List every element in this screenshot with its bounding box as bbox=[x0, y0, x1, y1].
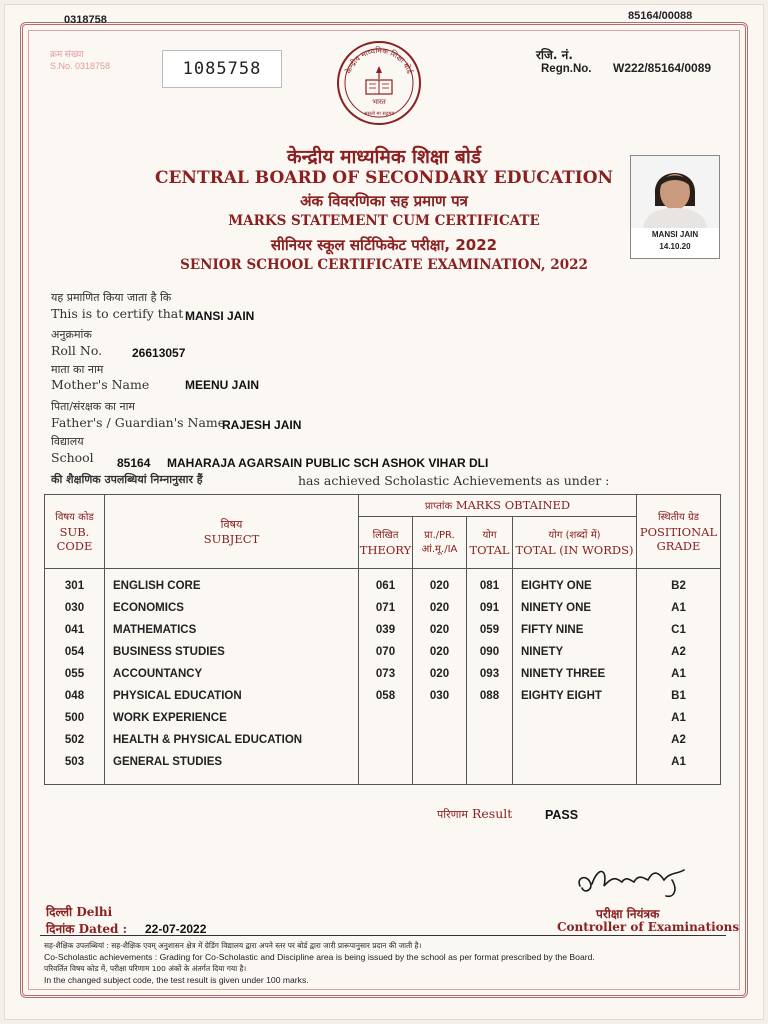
cell-subject: HEALTH & PHYSICAL EDUCATION bbox=[113, 734, 303, 746]
cell-code: 055 bbox=[64, 668, 85, 680]
controller-title-en: Controller of Examinations bbox=[557, 920, 740, 934]
cell-grade: A1 bbox=[671, 602, 686, 614]
cell-subject: ACCOUNTANCY bbox=[113, 668, 203, 680]
cell-subject: BUSINESS STUDIES bbox=[113, 646, 225, 658]
header-subject-en: SUBJECT bbox=[203, 531, 260, 546]
student-photo bbox=[630, 155, 720, 259]
school-code: 85164 bbox=[117, 456, 151, 470]
cell-subject: ENGLISH CORE bbox=[113, 580, 201, 592]
cell-theory bbox=[359, 729, 412, 751]
header-marks-obtained bbox=[359, 495, 637, 517]
cell-theory: 039 bbox=[375, 624, 396, 636]
seal-motto: असतो मा सद्गमय bbox=[363, 111, 395, 117]
regn-label-en: Regn.No. bbox=[541, 63, 592, 75]
cell-words bbox=[521, 751, 636, 773]
header-marks-hi: प्राप्तांक bbox=[424, 500, 453, 512]
father-label-hi: पिता/संरक्षक का नाम bbox=[51, 400, 136, 413]
cell-pr bbox=[413, 751, 466, 773]
header-grade-hi: स्थितीय ग्रेड bbox=[658, 511, 699, 523]
cell-pr: 020 bbox=[429, 668, 450, 680]
cell-total: 081 bbox=[479, 580, 500, 592]
school-label-hi: विद्यालय bbox=[51, 435, 84, 448]
cell-code: 503 bbox=[64, 756, 85, 768]
header-code-en1: SUB. bbox=[59, 524, 90, 539]
cell-words bbox=[521, 729, 636, 751]
board-title-english: CENTRAL BOARD OF SECONDARY EDUCATION bbox=[154, 168, 614, 188]
cell-pr: 020 bbox=[429, 646, 450, 658]
header-code bbox=[45, 495, 105, 569]
column-pr bbox=[413, 569, 467, 785]
cbse-seal-icon bbox=[336, 40, 422, 126]
result-label bbox=[437, 806, 512, 822]
column-grade bbox=[637, 569, 721, 785]
doc-title-hindi: अंक विवरणिका सह प्रमाण पत्र bbox=[300, 192, 468, 210]
cell-words: FIFTY NINE bbox=[521, 624, 584, 636]
cell-words bbox=[521, 707, 636, 729]
exam-title-english: SENIOR SCHOOL CERTIFICATE EXAMINATION, 2022 bbox=[180, 257, 588, 273]
cell-grade: B1 bbox=[671, 690, 686, 702]
cell-subject: WORK EXPERIENCE bbox=[113, 712, 227, 724]
cell-code: 502 bbox=[64, 734, 85, 746]
cell-pr: 020 bbox=[429, 624, 450, 636]
header-theory-hi: लिखित bbox=[372, 529, 399, 541]
faded-stamp bbox=[50, 48, 110, 72]
cell-total: 093 bbox=[479, 668, 500, 680]
candidate-name: MANSI JAIN bbox=[185, 309, 255, 323]
cell-words: NINETY ONE bbox=[521, 602, 592, 614]
faded-stamp-line1: क्रम संख्या bbox=[50, 49, 84, 59]
header-ia: आं.मू./IA bbox=[421, 543, 458, 555]
serial-number-left: 0318758 bbox=[64, 14, 107, 26]
column-total bbox=[467, 569, 513, 785]
header-pr-ia bbox=[413, 517, 467, 569]
footnote-line3: परिवर्तित विषय कोड में, परीक्षा परिणाम 100 अंकों के अंतर्गत दिया गया है। bbox=[44, 964, 247, 973]
footnotes bbox=[44, 940, 595, 986]
cell-subject: ECONOMICS bbox=[113, 602, 184, 614]
date-label-en: Dated : bbox=[78, 922, 128, 936]
header-total-en: TOTAL bbox=[469, 542, 510, 557]
cell-grade: A1 bbox=[671, 712, 686, 724]
cell-theory: 073 bbox=[375, 668, 396, 680]
cell-grade: A2 bbox=[671, 734, 686, 746]
cell-pr: 020 bbox=[429, 580, 450, 592]
cell-total: 091 bbox=[479, 602, 500, 614]
photo-caption-date: 14.10.20 bbox=[659, 242, 691, 251]
cell-subject: PHYSICAL EDUCATION bbox=[113, 690, 242, 702]
mother-name: MEENU JAIN bbox=[185, 378, 260, 392]
cell-subject: MATHEMATICS bbox=[113, 624, 197, 636]
result-value: PASS bbox=[545, 808, 579, 822]
footnote-divider bbox=[40, 935, 726, 936]
column-codes bbox=[45, 569, 105, 785]
place-hi: दिल्ली bbox=[46, 905, 73, 919]
footnote-line1: सह-शैक्षिक उपलब्धियां : सह-शैक्षिक एवम् अनुशासन क्षेत्र में ग्रेडिंग विद्यालय द्वारा अपने स्तर पर बोर्ड द्वारा जारी प्रारूपानुसार प्रदान की जाती है। bbox=[44, 941, 422, 950]
regn-label-hi: रजि. नं. bbox=[536, 48, 573, 62]
cell-theory: 070 bbox=[375, 646, 396, 658]
header-marks-en: MARKS OBTAINED bbox=[455, 497, 571, 512]
cell-code: 041 bbox=[64, 624, 85, 636]
cell-code: 048 bbox=[64, 690, 85, 702]
serial-number-right: 85164/00088 bbox=[628, 10, 693, 22]
header-grade-en2: GRADE bbox=[656, 538, 701, 553]
header-grade-en1: POSITIONAL bbox=[639, 524, 718, 539]
column-subjects bbox=[105, 569, 359, 785]
header-subject bbox=[105, 495, 359, 569]
achieved-label-hi: की शैक्षणिक उपलब्धियां निम्नानुसार हैं bbox=[51, 473, 203, 486]
header-total-hi: योग bbox=[482, 529, 497, 541]
signature-icon bbox=[574, 860, 704, 902]
cell-words: EIGHTY ONE bbox=[521, 580, 592, 592]
header-theory-en: THEORY bbox=[359, 542, 412, 557]
cell-theory bbox=[359, 707, 412, 729]
roll-label-en: Roll No. bbox=[51, 343, 103, 358]
faded-stamp-line2: S.No. 0318758 bbox=[50, 61, 111, 71]
column-words bbox=[513, 569, 637, 785]
cell-grade: A2 bbox=[671, 646, 686, 658]
mother-label-hi: माता का नाम bbox=[51, 363, 104, 376]
cell-code: 030 bbox=[64, 602, 85, 614]
header-words bbox=[513, 517, 637, 569]
regn-number: W222/85164/0089 bbox=[613, 61, 712, 75]
cell-pr bbox=[413, 729, 466, 751]
cell-total bbox=[467, 729, 512, 751]
header-theory bbox=[359, 517, 413, 569]
place-en: Delhi bbox=[76, 905, 113, 919]
cell-code: 500 bbox=[64, 712, 85, 724]
cell-total bbox=[467, 751, 512, 773]
header-code-en2: CODE bbox=[56, 538, 93, 553]
father-name: RAJESH JAIN bbox=[222, 418, 302, 432]
school-label-en: School bbox=[51, 450, 94, 465]
school-name: MAHARAJA AGARSAIN PUBLIC SCH ASHOK VIHAR DLI bbox=[167, 456, 489, 470]
cell-theory bbox=[359, 751, 412, 773]
cell-grade: B2 bbox=[671, 580, 686, 592]
certificate-number: 1085758 bbox=[162, 50, 282, 88]
cell-total: 088 bbox=[479, 690, 500, 702]
cell-pr: 020 bbox=[429, 602, 450, 614]
board-title-hindi: केन्द्रीय माध्यमिक शिक्षा बोर्ड bbox=[287, 146, 481, 168]
result-label-hi: परिणाम bbox=[437, 808, 468, 821]
cell-pr: 030 bbox=[429, 690, 450, 702]
cell-code: 054 bbox=[64, 646, 85, 658]
cell-code: 301 bbox=[64, 580, 85, 592]
result-label-en: Result bbox=[471, 806, 513, 821]
cell-grade: A1 bbox=[671, 668, 686, 680]
cell-total: 059 bbox=[479, 624, 500, 636]
footnote-line2: Co-Scholastic achievements : Grading for Co-Scholastic and Discipline area is being issued by the school as per format prescribed by the Board. bbox=[44, 951, 595, 962]
mother-label-en: Mother's Name bbox=[51, 377, 150, 392]
header-code-hi: विषय कोड bbox=[55, 511, 94, 523]
cell-words: NINETY bbox=[521, 646, 564, 658]
header-total bbox=[467, 517, 513, 569]
cell-total bbox=[467, 707, 512, 729]
certify-label-en: This is to certify that bbox=[51, 306, 184, 321]
cell-subject: GENERAL STUDIES bbox=[113, 756, 223, 768]
seal-top-text: केन्द्रीय माध्यमिक शिक्षा बोर्ड bbox=[343, 45, 415, 75]
certify-label-hi: यह प्रमाणित किया जाता है कि bbox=[51, 291, 172, 304]
student-portrait-icon bbox=[631, 156, 719, 228]
doc-title-english: MARKS STATEMENT CUM CERTIFICATE bbox=[228, 213, 540, 229]
cell-pr bbox=[413, 707, 466, 729]
seal-bottom-text: भारत bbox=[372, 98, 386, 106]
header-pr: प्रा./PR. bbox=[424, 529, 455, 541]
cell-theory: 058 bbox=[375, 690, 396, 702]
header-words-en: TOTAL (IN WORDS) bbox=[515, 542, 634, 557]
column-theory bbox=[359, 569, 413, 785]
cell-theory: 071 bbox=[375, 602, 396, 614]
achieved-label-en: has achieved Scholastic Achievements as under : bbox=[298, 473, 610, 488]
place bbox=[46, 903, 112, 920]
footnote-line4: In the changed subject code, the test result is given under 100 marks. bbox=[44, 974, 309, 985]
roll-label-hi: अनुक्रमांक bbox=[51, 328, 92, 341]
cell-words: NINETY THREE bbox=[521, 668, 606, 680]
issue-date: 22-07-2022 bbox=[145, 922, 207, 936]
photo-caption-name: MANSI JAIN bbox=[651, 230, 699, 239]
date-label-hi: दिनांक bbox=[46, 922, 75, 936]
roll-number: 26613057 bbox=[132, 346, 186, 360]
cell-theory: 061 bbox=[375, 580, 396, 592]
marks-table bbox=[44, 494, 721, 785]
cell-grade: C1 bbox=[671, 624, 686, 636]
cell-grade: A1 bbox=[671, 756, 686, 768]
header-subject-hi: विषय bbox=[220, 517, 243, 531]
exam-title-hindi: सीनियर स्कूल सर्टिफिकेट परीक्षा, 2022 bbox=[270, 236, 498, 254]
controller-title-hi: परीक्षा नियंत्रक bbox=[596, 907, 660, 921]
cell-total: 090 bbox=[479, 646, 500, 658]
header-grade bbox=[637, 495, 721, 569]
cell-words: EIGHTY EIGHT bbox=[521, 690, 602, 702]
signature-name: Sanyam Bhardwaj bbox=[574, 860, 584, 861]
father-label-en: Father's / Guardian's Name bbox=[51, 415, 226, 430]
header-words-hi: योग (शब्दों में) bbox=[548, 529, 601, 541]
